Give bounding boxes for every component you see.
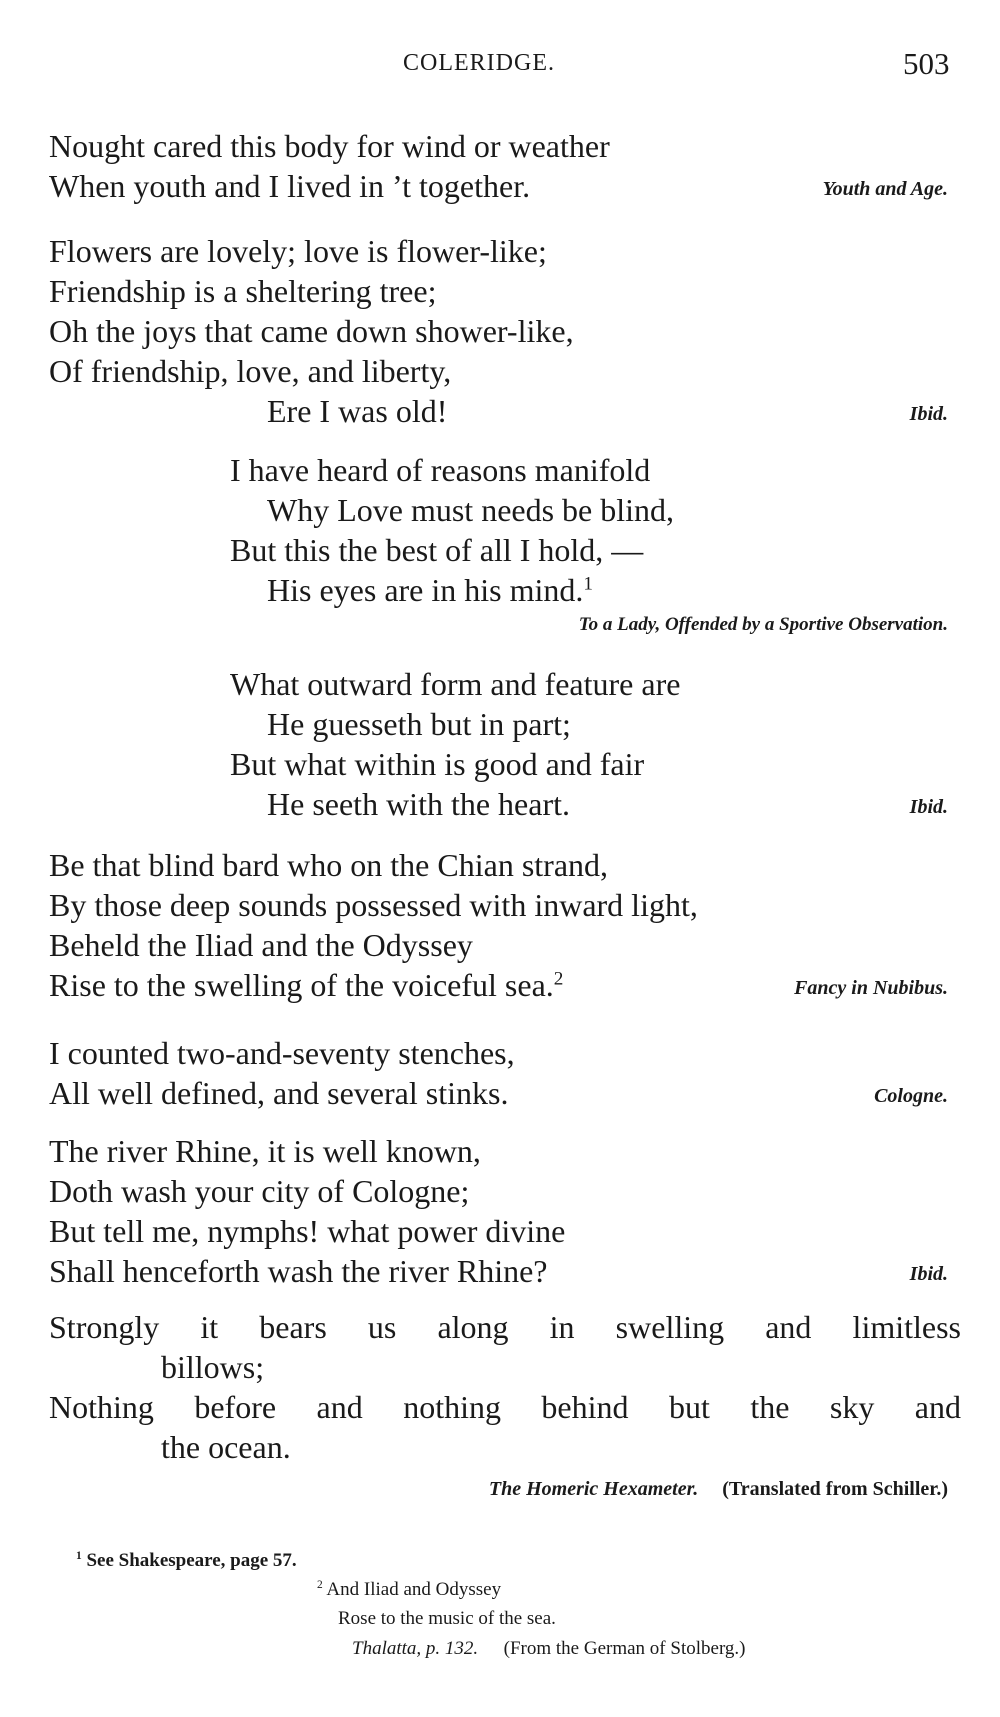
- quote-source: Cologne.: [874, 1085, 948, 1107]
- poem-line: All well defined, and several stinks.: [49, 1075, 509, 1111]
- footnote-1: [76, 1550, 297, 1572]
- poem-line: the ocean.: [161, 1429, 291, 1465]
- quote-source: Ibid.: [909, 1263, 948, 1285]
- poem-line: Nought cared this body for wind or weather: [49, 128, 610, 164]
- poem-line: But this the best of all I hold, —: [230, 532, 644, 568]
- poem-line: Be that blind bard who on the Chian strand,: [49, 847, 609, 883]
- poem-line: But tell me, nymphs! what power divine: [49, 1213, 566, 1249]
- poem-line: Friendship is a sheltering tree;: [49, 273, 437, 309]
- poem-line: By those deep sounds possessed with inward light,: [49, 887, 698, 923]
- poem-line: What outward form and feature are: [230, 666, 681, 702]
- footnote-text: Rose to the music of the sea.: [338, 1608, 556, 1629]
- footnote-ref: 2: [553, 968, 564, 990]
- poem-line: He seeth with the heart.: [267, 786, 570, 822]
- footnote-mark: 2: [317, 1579, 323, 1592]
- footnote-text: And Iliad and Odyssey: [326, 1579, 502, 1600]
- poem-line: Ere I was old!: [267, 393, 448, 429]
- poem-line: Oh the joys that came down shower-like,: [49, 313, 574, 349]
- poem-line: Nothing before and nothing behind but the sky and: [49, 1389, 961, 1425]
- footnote-text: See Shakespeare, page 57.: [86, 1550, 297, 1571]
- footnote-source: Thalatta, p. 132.: [352, 1638, 479, 1659]
- poem-line: Shall henceforth wash the river Rhine?: [49, 1253, 548, 1289]
- page-number: 503: [903, 46, 950, 81]
- poem-line: Flowers are lovely; love is flower-like;: [49, 233, 547, 269]
- quote-source: The Homeric Hexameter.: [488, 1478, 699, 1500]
- poem-line: The river Rhine, it is well known,: [49, 1133, 481, 1169]
- poem-line: He guesseth but in part;: [267, 706, 571, 742]
- poem-line: Of friendship, love, and liberty,: [49, 353, 452, 389]
- quote-source-line: [489, 1478, 948, 1501]
- quote-source: Youth and Age.: [822, 178, 948, 200]
- footnote-2: [317, 1579, 501, 1601]
- quote-source: Ibid.: [909, 796, 948, 818]
- footnote-source-line: [352, 1638, 746, 1660]
- quote-source: Fancy in Nubibus.: [794, 977, 948, 999]
- poem-line: Beheld the Iliad and the Odyssey: [49, 927, 473, 963]
- poem-line: But what within is good and fair: [230, 746, 645, 782]
- poem-line: Why Love must needs be blind,: [267, 492, 675, 528]
- poem-line: I counted two-and-seventy stenches,: [49, 1035, 515, 1071]
- source-note: (Translated from Schiller.): [722, 1478, 948, 1500]
- poem-line: Doth wash your city of Cologne;: [49, 1173, 470, 1209]
- poem-line: Strongly it bears us along in swelling and limitless: [49, 1309, 961, 1345]
- quote-source: Ibid.: [909, 403, 948, 425]
- poem-line: When youth and I lived in ’t together.: [49, 168, 531, 204]
- quote-source: To a Lady, Offended by a Sportive Observation.: [578, 614, 948, 635]
- footnote-mark: 1: [76, 1550, 82, 1563]
- running-title: COLERIDGE.: [403, 50, 555, 76]
- poem-line: I have heard of reasons manifold: [230, 452, 651, 488]
- poem-line: Rise to the swelling of the voiceful sea.$^2$: [49, 967, 564, 1003]
- poem-line: His eyes are in his mind.$^1$: [267, 572, 593, 608]
- footnote-ref: 1: [583, 573, 593, 595]
- footnote-source-note: (From the German of Stolberg.): [503, 1638, 746, 1659]
- poem-line: billows;: [161, 1349, 265, 1385]
